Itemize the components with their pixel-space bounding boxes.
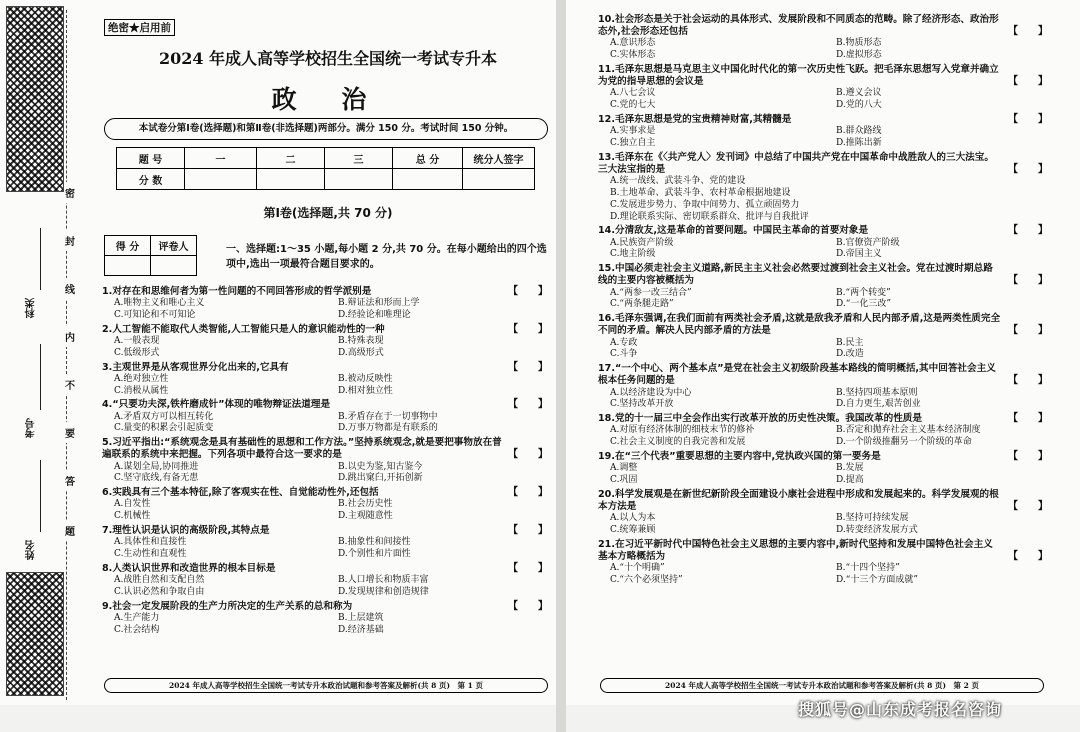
answer-option: A.对原有经济体制的细枝末节的修补 <box>610 425 755 436</box>
question-options <box>598 38 1050 62</box>
side-field-name: 姓名 <box>26 540 37 560</box>
question-options <box>598 126 1050 150</box>
answer-option: D.一个阶级推翻另一个阶级的革命 <box>836 437 972 448</box>
side-field-number: 考号 <box>26 418 37 438</box>
answer-bracket[interactable]: 【 】 <box>1008 275 1048 287</box>
question-stem: 10.社会形态是关于社会运动的具体形式、发展阶段和不同质态的范畴。除了经济形态、政治形态外,社会形态还包括 <box>598 14 999 38</box>
score-row-label: 分 数 <box>117 169 185 190</box>
answer-option: B.遵义会议 <box>836 88 882 99</box>
score-cell <box>393 169 463 190</box>
answer-option: D.提高 <box>836 474 864 485</box>
answer-option: B.抽象性和间接性 <box>338 537 411 548</box>
answer-option: D.“一化三改” <box>836 299 891 310</box>
answer-option: D.个别性和片面性 <box>338 548 411 559</box>
question-options <box>598 563 1050 587</box>
question-stem: 3.主观世界是从客观世界分化出来的,它具有 <box>102 361 289 373</box>
question-item <box>598 64 1050 112</box>
answer-option: A.统一战线、武装斗争、党的建设 <box>610 176 746 187</box>
question-column-1 <box>102 286 550 638</box>
answer-option: D.帝国主义 <box>836 249 882 260</box>
answer-bracket[interactable]: 【 】 <box>508 361 548 373</box>
question-item <box>598 489 1050 537</box>
question-stem: 12.毛泽东思想是党的宝贵精神财富,其精髓是 <box>598 114 792 125</box>
seal-char: 不 <box>64 374 76 395</box>
binding-hatch-bottom <box>6 572 64 696</box>
score-cell <box>463 169 535 190</box>
answer-option: A.矛盾双方可以相互转化 <box>114 411 214 422</box>
answer-option: A.“十个明确” <box>610 563 665 574</box>
answer-bracket[interactable]: 【 】 <box>508 399 548 411</box>
question-item <box>102 437 550 485</box>
answer-option: B.发展 <box>836 463 864 474</box>
watermark: 搜狐号@山东成考报名咨询 <box>798 700 1003 719</box>
question-item <box>102 399 550 435</box>
answer-option: C.发展进步势力、争取中间势力、孤立顽固势力 <box>610 199 800 210</box>
answer-option: B.否定和抛弃社会主义基本经济制度 <box>836 425 981 436</box>
question-item <box>102 362 550 398</box>
answer-option: B.被动反映性 <box>338 373 393 384</box>
answer-option: B.土地革命、武装斗争、农村革命根据地建设 <box>610 188 791 198</box>
answer-bracket[interactable]: 【 】 <box>1008 163 1048 175</box>
answer-option: B.“两个转变” <box>836 287 891 298</box>
question-options <box>598 238 1050 262</box>
answer-option: C.社会主义制度的自我完善和发展 <box>610 437 746 448</box>
seal-char: 封 <box>64 230 76 251</box>
question-stem: 16.毛泽东强调,在我们面前有两类社会矛盾,这就是敌我矛盾和人民内部矛盾,这是两类性质完全不同的矛盾。解决人民内部矛盾的方法是 <box>598 313 1001 337</box>
answer-option: A.自发性 <box>114 499 151 510</box>
answer-option: B.官僚资产阶级 <box>836 237 900 248</box>
part-title: 第Ⅰ卷(选择题,共 70 分) <box>263 206 393 220</box>
secret-label: 绝密★启用前 <box>104 19 175 36</box>
question-stem: 13.毛泽东在《〈共产党人〉发刊词》中总结了中国共产党在中国革命中战胜敌人的三大法宝。三大法宝指的是 <box>598 151 994 175</box>
question-options <box>102 537 550 561</box>
answer-option: A.以人为本 <box>610 513 656 524</box>
answer-option: A.“两参一改三结合” <box>610 287 692 298</box>
question-stem: 15.中国必须走社会主义道路,新民主主义社会必然要过渡到社会主义社会。党在过渡时期总路线的主要内容被概括为 <box>598 263 993 287</box>
answer-option: B.辩证法和形而上学 <box>338 298 420 309</box>
question-item <box>598 14 1050 62</box>
answer-option: B.民主 <box>836 337 864 348</box>
seal-char: 题 <box>64 520 76 541</box>
question-options <box>102 613 550 637</box>
grader-cell <box>151 256 197 276</box>
answer-option: C.党的七大 <box>610 100 656 111</box>
answer-option: C.独立自主 <box>610 138 656 148</box>
answer-option: A.一般表现 <box>114 336 160 346</box>
question-stem: 14.分清敌友,这是革命的首要问题。中国民主革命的首要对象是 <box>598 225 869 237</box>
score-cell <box>257 169 325 190</box>
answer-bracket[interactable]: 【 】 <box>508 524 548 536</box>
question-item <box>102 525 550 561</box>
question-item <box>102 324 550 360</box>
question-stem: 8.人类认识世界和改造世界的根本目标是 <box>102 562 276 574</box>
answer-option: C.坚守底线,有备无患 <box>114 473 199 484</box>
question-stem: 4.“只要功夫深,铁杵磨成针”体现的唯物辩证法道理是 <box>102 399 331 411</box>
question-options <box>102 298 550 322</box>
question-stem: 7.理性认识是认识的高级阶段,其特点是 <box>102 524 270 536</box>
score-header-cell: 总 分 <box>393 148 463 169</box>
side-line-subject <box>40 228 41 290</box>
answer-option: B.群众路线 <box>836 126 882 137</box>
page-gutter <box>556 0 566 732</box>
answer-option: D.转变经济发展方式 <box>836 524 918 535</box>
answer-option: C.量变的积累会引起质变 <box>114 423 214 434</box>
answer-bracket[interactable]: 【 】 <box>1008 114 1048 125</box>
answer-bracket[interactable]: 【 】 <box>508 600 548 612</box>
question-options <box>102 412 550 436</box>
answer-option: A.绝对独立性 <box>114 373 169 384</box>
question-column-2 <box>598 14 1050 589</box>
question-item <box>102 286 550 322</box>
answer-option: A.战胜自然和支配自然 <box>114 574 205 585</box>
answer-bracket[interactable]: 【 】 <box>508 562 548 574</box>
answer-bracket[interactable]: 【 】 <box>1008 375 1048 387</box>
answer-option: A.生产能力 <box>114 612 160 623</box>
answer-option: A.以经济建设为中心 <box>610 387 692 398</box>
answer-bracket[interactable]: 【 】 <box>1008 500 1048 512</box>
seal-line <box>66 10 67 700</box>
answer-option: D.虚拟形态 <box>836 50 882 61</box>
answer-bracket[interactable]: 【 】 <box>1008 26 1048 37</box>
answer-bracket[interactable]: 【 】 <box>508 449 548 461</box>
answer-option: D.主观随意性 <box>338 511 393 522</box>
answer-option: D.万事万物都是有联系的 <box>338 423 438 434</box>
answer-option: B.社会历史性 <box>338 499 393 510</box>
question-stem: 20.科学发展观是在新世纪新阶段全面建设小康社会进程中形成和发展起来的。科学发展观的根本方法是 <box>598 488 999 512</box>
answer-option: D.经济基础 <box>338 624 384 635</box>
question-options <box>102 499 550 523</box>
answer-option: A.专政 <box>610 337 638 348</box>
answer-option: C.地主阶级 <box>610 249 656 260</box>
question-item <box>598 225 1050 261</box>
answer-option: B.人口增长和物质丰富 <box>338 574 429 585</box>
question-options <box>598 463 1050 487</box>
answer-option: A.唯物主义和唯心主义 <box>114 298 205 309</box>
answer-bracket[interactable]: 【 】 <box>1008 413 1048 425</box>
answer-option: C.“两条腿走路” <box>610 299 674 310</box>
score-header-cell: 三 <box>325 148 393 169</box>
grader-box <box>104 235 197 276</box>
answer-option: C.社会结构 <box>114 624 160 635</box>
answer-option: C.“六个必须坚持” <box>610 574 683 585</box>
answer-option: D.党的八大 <box>836 100 882 111</box>
answer-option: B.物质形态 <box>836 38 882 49</box>
score-header-cell: 一 <box>185 148 257 169</box>
question-options <box>102 462 550 486</box>
exam-page-1 <box>0 0 556 705</box>
seal-char: 要 <box>64 422 76 443</box>
question-options <box>102 374 550 398</box>
answer-bracket[interactable]: 【 】 <box>1008 325 1048 337</box>
question-options <box>598 88 1050 112</box>
question-item <box>598 263 1050 311</box>
score-header-cell: 题 号 <box>117 148 185 169</box>
side-line-name <box>40 460 41 532</box>
question-stem: 17.“一个中心、两个基本点”是党在社会主义初级阶段基本路线的简明概括,其中回答社会主义根本任务问题的是 <box>598 363 996 387</box>
answer-bracket[interactable]: 【 】 <box>1008 76 1048 87</box>
question-stem: 18.党的十一届三中全会作出实行改革开放的历史性决策。我国改革的性质是 <box>598 413 922 425</box>
answer-option: A.调整 <box>610 463 638 474</box>
question-stem: 2.人工智能不能取代人类智能,人工智能只是人的意识能动性的一种 <box>102 323 385 335</box>
score-header-cell: 统分人签字 <box>463 148 535 169</box>
question-options <box>598 176 1050 223</box>
answer-option: C.统筹兼顾 <box>610 524 656 535</box>
question-item <box>598 152 1050 224</box>
question-stem: 5.习近平指出:“系统观念是具有基础性的思想和工作方法。”坚持系统观念,就是要把事物放在普遍联系的系统中来把握。下列各项中最符合这一要求的是 <box>102 437 502 461</box>
question-item <box>598 539 1050 587</box>
page-footer: 2024 年成人高等学校招生全国统一考试专升本政治试题和参考答案及解析(共 8 页) 第 2 页 <box>600 678 1044 693</box>
question-options <box>102 575 550 599</box>
answer-option: A.意识形态 <box>610 38 656 49</box>
score-header-cell: 二 <box>257 148 325 169</box>
side-field-subject: 科类 <box>26 298 37 318</box>
answer-option: B.上层建筑 <box>338 612 384 623</box>
answer-option: B.坚持四项基本原则 <box>836 387 918 398</box>
answer-bracket[interactable]: 【 】 <box>1008 225 1048 237</box>
answer-option: C.可知论和不可知论 <box>114 310 196 320</box>
seal-char: 线 <box>64 278 76 299</box>
seal-char: 答 <box>64 470 76 491</box>
answer-option: C.消极从属性 <box>114 385 169 396</box>
answer-option: C.生动性和直观性 <box>114 548 187 559</box>
question-options <box>102 336 550 360</box>
question-options <box>598 288 1050 312</box>
answer-bracket[interactable]: 【 】 <box>1008 450 1048 462</box>
answer-option: D.经验论和唯理论 <box>338 310 411 320</box>
answer-option: C.实体形态 <box>610 50 656 61</box>
answer-option: C.低级形式 <box>114 347 160 358</box>
score-cell <box>185 169 257 190</box>
grader-cell <box>105 256 151 276</box>
answer-bracket[interactable]: 【 】 <box>508 323 548 335</box>
answer-option: C.机械性 <box>114 511 151 522</box>
answer-option: C.斗争 <box>610 349 638 360</box>
subject-title: 政 治 <box>271 85 385 114</box>
answer-option: B.特殊表现 <box>338 336 384 346</box>
score-table <box>116 147 535 190</box>
question-stem: 9.社会一定发展阶段的生产力所决定的生产关系的总和称为 <box>102 600 353 612</box>
answer-option: A.具体性和直接性 <box>114 537 187 548</box>
question-options <box>598 388 1050 412</box>
answer-option: D.自力更生,艰苦创业 <box>836 399 921 410</box>
question-options <box>598 338 1050 362</box>
question-stem: 11.毛泽东思想是马克思主义中国化时代化的第一次历史性飞跃。把毛泽东思想写入党章并确立为党的指导思想的会议是 <box>598 64 999 88</box>
answer-option: A.八七会议 <box>610 88 656 99</box>
answer-bracket[interactable]: 【 】 <box>508 487 548 499</box>
grader-name-label: 评卷人 <box>151 236 197 256</box>
answer-option: D.“十三个方面成就” <box>836 574 918 585</box>
answer-option: A.实事求是 <box>610 126 656 137</box>
exam-notice: 本试卷分第Ⅰ卷(选择题)和第Ⅱ卷(非选择题)两部分。满分 150 分。考试时间 150 分钟。 <box>104 118 548 140</box>
question-stem: 21.在习近平新时代中国特色社会主义思想的主要内容中,新时代坚持和发展中国特色社会主义基本方略概括为 <box>598 538 993 562</box>
side-line-number <box>40 344 41 410</box>
question-options <box>598 425 1050 449</box>
answer-option: C.认识必然和争取自由 <box>114 586 205 597</box>
question-item <box>598 313 1050 361</box>
score-cell <box>325 169 393 190</box>
page-footer: 2024 年成人高等学校招生全国统一考试专升本政治试题和参考答案及解析(共 8 页) 第 1 页 <box>104 678 548 693</box>
question-item <box>598 451 1050 487</box>
answer-option: B.“十四个坚持” <box>836 563 900 574</box>
question-item <box>598 413 1050 449</box>
grader-score-label: 得 分 <box>105 236 151 256</box>
section-instruction: 一、选择题:1～35 小题,每小题 2 分,共 70 分。在每小题给出的四个选项中,选出一项最符合题目要求的。 <box>226 244 547 270</box>
answer-option: D.理论联系实际、密切联系群众、批评与自我批评 <box>610 211 809 222</box>
answer-option: B.以史为鉴,知古鉴今 <box>338 461 423 472</box>
answer-option: D.改造 <box>836 349 864 360</box>
answer-option: B.坚持可持续发展 <box>836 513 909 524</box>
answer-option: A.谋划全局,协同推进 <box>114 461 199 472</box>
answer-option: D.推陈出新 <box>836 138 882 148</box>
answer-bracket[interactable]: 【 】 <box>1008 550 1048 562</box>
question-stem: 1.对存在和思维何者为第一性问题的不同回答形成的哲学派别是 <box>102 286 372 297</box>
seal-char: 密 <box>64 182 76 203</box>
answer-option: A.民族资产阶级 <box>610 237 674 248</box>
answer-option: D.发现规律和创造规律 <box>338 586 429 597</box>
question-item <box>598 363 1050 411</box>
answer-option: C.坚持改革开放 <box>610 399 674 410</box>
question-item <box>102 601 550 637</box>
answer-option: D.跳出窠臼,开拓创新 <box>338 473 423 484</box>
answer-option: D.相对独立性 <box>338 385 393 396</box>
answer-option: D.高级形式 <box>338 347 384 358</box>
answer-option: C.巩固 <box>610 474 638 485</box>
question-item <box>102 563 550 599</box>
binding-hatch-top <box>6 6 64 192</box>
exam-title: 2024 年成人高等学校招生全国统一考试专升本 <box>158 49 498 68</box>
seal-char: 内 <box>64 326 76 347</box>
question-stem: 6.实践具有三个基本特征,除了客观实在性、自觉能动性外,还包括 <box>102 487 379 499</box>
answer-option: B.矛盾存在于一切事物中 <box>338 411 438 422</box>
question-item <box>102 487 550 523</box>
question-item <box>598 114 1050 150</box>
answer-bracket[interactable]: 【 】 <box>508 286 548 297</box>
question-stem: 19.在“三个代表”重要思想的主要内容中,党执政兴国的第一要务是 <box>598 450 881 462</box>
question-options <box>598 513 1050 537</box>
